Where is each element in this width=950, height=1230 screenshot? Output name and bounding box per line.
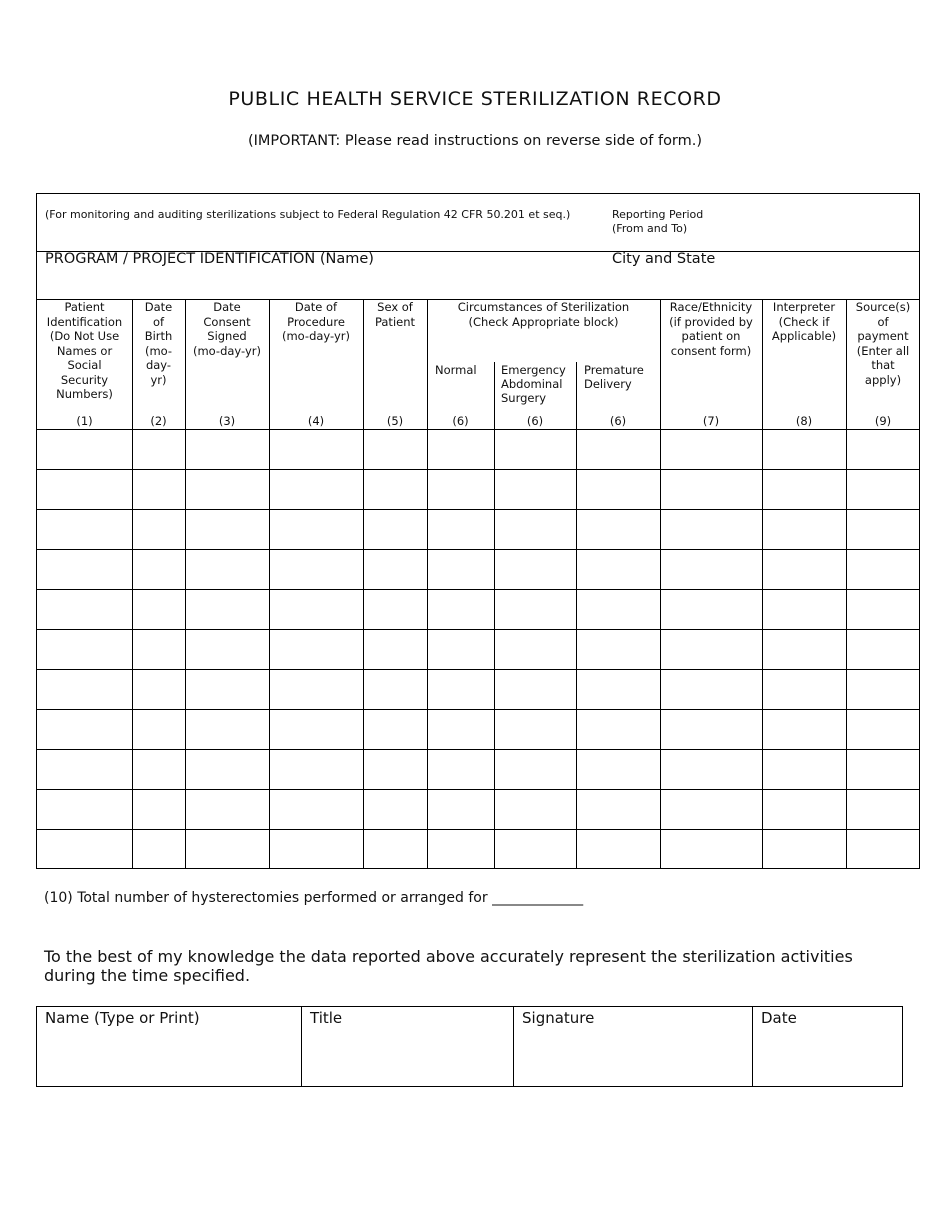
col-header-line: that	[871, 358, 895, 372]
col-header-line: payment	[857, 329, 909, 343]
col-header-date-procedure	[269, 300, 363, 344]
total-hysterectomies-line[interactable]: (10) Total number of hysterectomies performed or arranged for _____________	[44, 890, 584, 906]
table-cell[interactable]	[427, 669, 494, 709]
table-cell[interactable]	[427, 709, 494, 749]
col-header-line: (mo-day-yr)	[192, 343, 261, 358]
signature-block	[36, 1006, 903, 1087]
table-cell[interactable]	[132, 709, 185, 749]
table-cell[interactable]	[185, 829, 269, 869]
table-cell[interactable]	[363, 829, 427, 869]
col-header-line: (if provided by	[669, 314, 753, 329]
table-cell[interactable]	[576, 549, 660, 589]
table-cell[interactable]	[427, 789, 494, 829]
table-cell[interactable]	[185, 589, 269, 629]
col-header-line: Circumstances of Sterilization	[457, 300, 630, 314]
table-cell[interactable]	[37, 469, 132, 509]
col-header-line: Security	[60, 372, 109, 387]
table-cell[interactable]	[427, 509, 494, 549]
title-label: Title	[310, 1009, 343, 1027]
table-cell[interactable]	[37, 509, 132, 549]
reporting-period-line1: Reporting Period	[612, 208, 704, 221]
table-cell[interactable]	[494, 709, 576, 749]
subheader-premature	[584, 363, 644, 391]
table-cell[interactable]	[846, 829, 920, 869]
table-cell[interactable]	[660, 829, 762, 869]
table-cell[interactable]	[185, 509, 269, 549]
col-header-line: Birth	[144, 329, 173, 343]
table-cell[interactable]	[660, 509, 762, 549]
col-header-line: Procedure	[287, 314, 345, 329]
table-cell[interactable]	[427, 829, 494, 869]
table-cell[interactable]	[37, 709, 132, 749]
table-cell[interactable]	[660, 469, 762, 509]
table-cell[interactable]	[576, 469, 660, 509]
table-cell[interactable]	[576, 429, 660, 469]
col-number: (6)	[609, 414, 627, 428]
table-cell[interactable]	[269, 749, 363, 789]
table-cell[interactable]	[132, 429, 185, 469]
table-cell[interactable]	[363, 789, 427, 829]
table-cell[interactable]	[660, 629, 762, 669]
col-header-line: Source(s)	[855, 300, 911, 314]
signature-field[interactable]	[514, 1007, 753, 1086]
table-cell[interactable]	[846, 549, 920, 589]
table-cell[interactable]	[363, 509, 427, 549]
col-header-date-of-birth	[132, 300, 185, 387]
table-cell[interactable]	[132, 749, 185, 789]
table-cell[interactable]	[576, 509, 660, 549]
table-cell[interactable]	[363, 589, 427, 629]
table-cell[interactable]	[846, 709, 920, 749]
col-header-line: patient on	[681, 329, 741, 343]
col-header-line: day-	[145, 358, 172, 372]
table-cell[interactable]	[846, 669, 920, 709]
table-cell[interactable]	[846, 629, 920, 669]
col-header-patient-id	[37, 300, 132, 402]
table-cell[interactable]	[269, 709, 363, 749]
col-header-line: Interpreter	[772, 300, 836, 314]
col-header-line: Patient	[374, 314, 416, 329]
table-cell[interactable]	[269, 509, 363, 549]
table-cell[interactable]	[494, 469, 576, 509]
table-cell[interactable]	[494, 629, 576, 669]
attestation-statement: To the best of my knowledge the data reported above accurately represent the sterilization activities during the time specified.	[44, 947, 853, 985]
table-cell[interactable]	[576, 669, 660, 709]
table-cell[interactable]	[494, 509, 576, 549]
table-cell[interactable]	[427, 749, 494, 789]
form-title: PUBLIC HEALTH SERVICE STERILIZATION RECORD	[228, 88, 722, 110]
table-cell[interactable]	[37, 789, 132, 829]
date-field[interactable]	[753, 1007, 903, 1086]
table-cell[interactable]	[132, 829, 185, 869]
table-cell[interactable]	[363, 549, 427, 589]
table-cell[interactable]	[660, 429, 762, 469]
monitoring-note: (For monitoring and auditing sterilizations subject to Federal Regulation 42 CFR 50.201 et seq.)	[45, 208, 571, 221]
table-cell[interactable]	[132, 669, 185, 709]
col-header-line: Applicable)	[771, 329, 837, 343]
subheader-line: Delivery	[584, 377, 632, 391]
table-cell[interactable]	[494, 589, 576, 629]
table-cell[interactable]	[363, 709, 427, 749]
table-cell[interactable]	[846, 749, 920, 789]
subheader-emergency	[501, 363, 566, 405]
name-field[interactable]	[37, 1007, 302, 1086]
name-label: Name (Type or Print)	[45, 1009, 200, 1027]
table-cell[interactable]	[660, 669, 762, 709]
table-cell[interactable]	[37, 429, 132, 469]
table-cell[interactable]	[269, 669, 363, 709]
col-header-line: Social	[67, 358, 102, 372]
table-cell[interactable]	[132, 629, 185, 669]
table-cell[interactable]	[185, 549, 269, 589]
col-header-payment-source	[846, 300, 920, 387]
subheader-line: Surgery	[501, 391, 547, 405]
subheader-line: Abdominal	[501, 377, 563, 391]
col-number: (3)	[218, 414, 236, 428]
table-cell[interactable]	[37, 549, 132, 589]
col-number: (4)	[307, 414, 325, 428]
table-cell[interactable]	[269, 629, 363, 669]
col-header-line: Identification	[46, 314, 123, 329]
col-number: (9)	[874, 414, 892, 428]
title-field[interactable]	[302, 1007, 514, 1086]
table-cell[interactable]	[762, 789, 846, 829]
table-cell[interactable]	[132, 549, 185, 589]
table-cell[interactable]	[762, 829, 846, 869]
table-cell[interactable]	[660, 709, 762, 749]
table-cell[interactable]	[846, 589, 920, 629]
col-header-line: (mo-	[144, 343, 173, 358]
table-cell[interactable]	[363, 429, 427, 469]
col-header-line: Patient	[64, 300, 105, 314]
table-cell[interactable]	[846, 509, 920, 549]
table-cell[interactable]	[363, 469, 427, 509]
date-label: Date	[761, 1009, 797, 1027]
table-cell[interactable]	[846, 789, 920, 829]
table-cell[interactable]	[427, 549, 494, 589]
table-cell[interactable]	[846, 469, 920, 509]
col-header-line: (Check Appropriate block)	[468, 314, 619, 329]
table-cell[interactable]	[269, 429, 363, 469]
city-state-field[interactable]: City and State	[612, 251, 716, 267]
table-cell[interactable]	[132, 589, 185, 629]
table-cell[interactable]	[576, 709, 660, 749]
table-cell[interactable]	[494, 829, 576, 869]
table-cell[interactable]	[132, 509, 185, 549]
table-cell[interactable]	[762, 669, 846, 709]
col-number: (7)	[702, 414, 720, 428]
col-number: (6)	[452, 414, 469, 428]
reporting-period-label[interactable]	[612, 208, 703, 236]
table-cell[interactable]	[37, 589, 132, 629]
table-cell[interactable]	[660, 589, 762, 629]
table-cell[interactable]	[37, 829, 132, 869]
table-cell[interactable]	[37, 669, 132, 709]
program-identification-field[interactable]: PROGRAM / PROJECT IDENTIFICATION (Name)	[45, 251, 374, 267]
table-cell[interactable]	[37, 749, 132, 789]
table-cell[interactable]	[269, 549, 363, 589]
col-header-line: Signed	[207, 329, 247, 343]
col-header-line: of	[877, 314, 889, 329]
table-cell[interactable]	[37, 629, 132, 669]
signature-label: Signature	[522, 1009, 595, 1027]
table-cell[interactable]	[762, 429, 846, 469]
col-header-line: Date	[144, 300, 173, 314]
table-cell[interactable]	[185, 709, 269, 749]
table-cell[interactable]	[576, 629, 660, 669]
col-number: (5)	[386, 414, 404, 428]
table-cell[interactable]	[494, 749, 576, 789]
table-cell[interactable]	[660, 749, 762, 789]
table-cell[interactable]	[762, 469, 846, 509]
table-cell[interactable]	[363, 669, 427, 709]
table-cell[interactable]	[185, 749, 269, 789]
table-cell[interactable]	[269, 789, 363, 829]
col-header-line: Names or	[56, 343, 113, 358]
table-cell[interactable]	[846, 429, 920, 469]
table-cell[interactable]	[762, 709, 846, 749]
table-cell[interactable]	[427, 589, 494, 629]
col-header-line: (Check if	[778, 314, 830, 329]
table-cell[interactable]	[494, 669, 576, 709]
table-cell[interactable]	[494, 789, 576, 829]
col-header-line: yr)	[150, 372, 167, 387]
table-cell[interactable]	[494, 429, 576, 469]
col-header-sex	[363, 300, 427, 329]
col-number: (8)	[795, 414, 813, 428]
col-header-line: of	[152, 314, 165, 329]
col-header-line: Date of	[294, 300, 338, 314]
table-cell[interactable]	[427, 429, 494, 469]
col-header-line: consent form)	[670, 343, 752, 358]
table-cell[interactable]	[762, 629, 846, 669]
col-header-line: (Do Not Use	[49, 329, 120, 343]
table-cell[interactable]	[762, 749, 846, 789]
table-cell[interactable]	[185, 629, 269, 669]
table-cell[interactable]	[185, 469, 269, 509]
col-header-circumstances	[427, 300, 660, 329]
col-header-line: Sex of	[377, 300, 413, 314]
table-cell[interactable]	[576, 589, 660, 629]
col-header-date-consent	[185, 300, 269, 358]
reporting-period-line2: (From and To)	[612, 222, 688, 235]
col-number: (6)	[526, 414, 544, 428]
table-cell[interactable]	[363, 629, 427, 669]
table-cell[interactable]	[427, 629, 494, 669]
col-header-line: Date	[213, 300, 241, 314]
col-header-line: (Enter all	[856, 343, 910, 358]
table-cell[interactable]	[494, 549, 576, 589]
subheader-line: Premature	[584, 363, 644, 377]
col-header-line: apply)	[864, 372, 902, 387]
table-cell[interactable]	[185, 429, 269, 469]
table-cell[interactable]	[576, 789, 660, 829]
col-header-interpreter	[762, 300, 846, 344]
record-table	[36, 193, 920, 869]
col-header-race-ethnicity	[660, 300, 762, 358]
table-cell[interactable]	[660, 789, 762, 829]
table-cell[interactable]	[576, 829, 660, 869]
table-cell[interactable]	[132, 789, 185, 829]
table-cell[interactable]	[762, 589, 846, 629]
table-cell[interactable]	[185, 789, 269, 829]
col-header-line: Race/Ethnicity	[669, 300, 753, 314]
col-header-line: Numbers)	[56, 387, 113, 401]
col-number: (1)	[76, 414, 93, 428]
col-number: (2)	[150, 414, 167, 428]
table-cell[interactable]	[132, 469, 185, 509]
table-cell[interactable]	[269, 469, 363, 509]
table-cell[interactable]	[363, 749, 427, 789]
subheader-normal: Normal	[435, 363, 477, 377]
table-cell[interactable]	[762, 509, 846, 549]
table-cell[interactable]	[660, 549, 762, 589]
table-cell[interactable]	[269, 829, 363, 869]
table-cell[interactable]	[762, 549, 846, 589]
col-header-line: (mo-day-yr)	[281, 329, 350, 343]
subheader-line: Emergency	[501, 363, 566, 377]
col-header-line: Consent	[203, 314, 251, 329]
table-cell[interactable]	[269, 589, 363, 629]
form-subtitle: (IMPORTANT: Please read instructions on reverse side of form.)	[247, 133, 703, 149]
table-cell[interactable]	[427, 469, 494, 509]
table-cell[interactable]	[185, 669, 269, 709]
table-cell[interactable]	[576, 749, 660, 789]
